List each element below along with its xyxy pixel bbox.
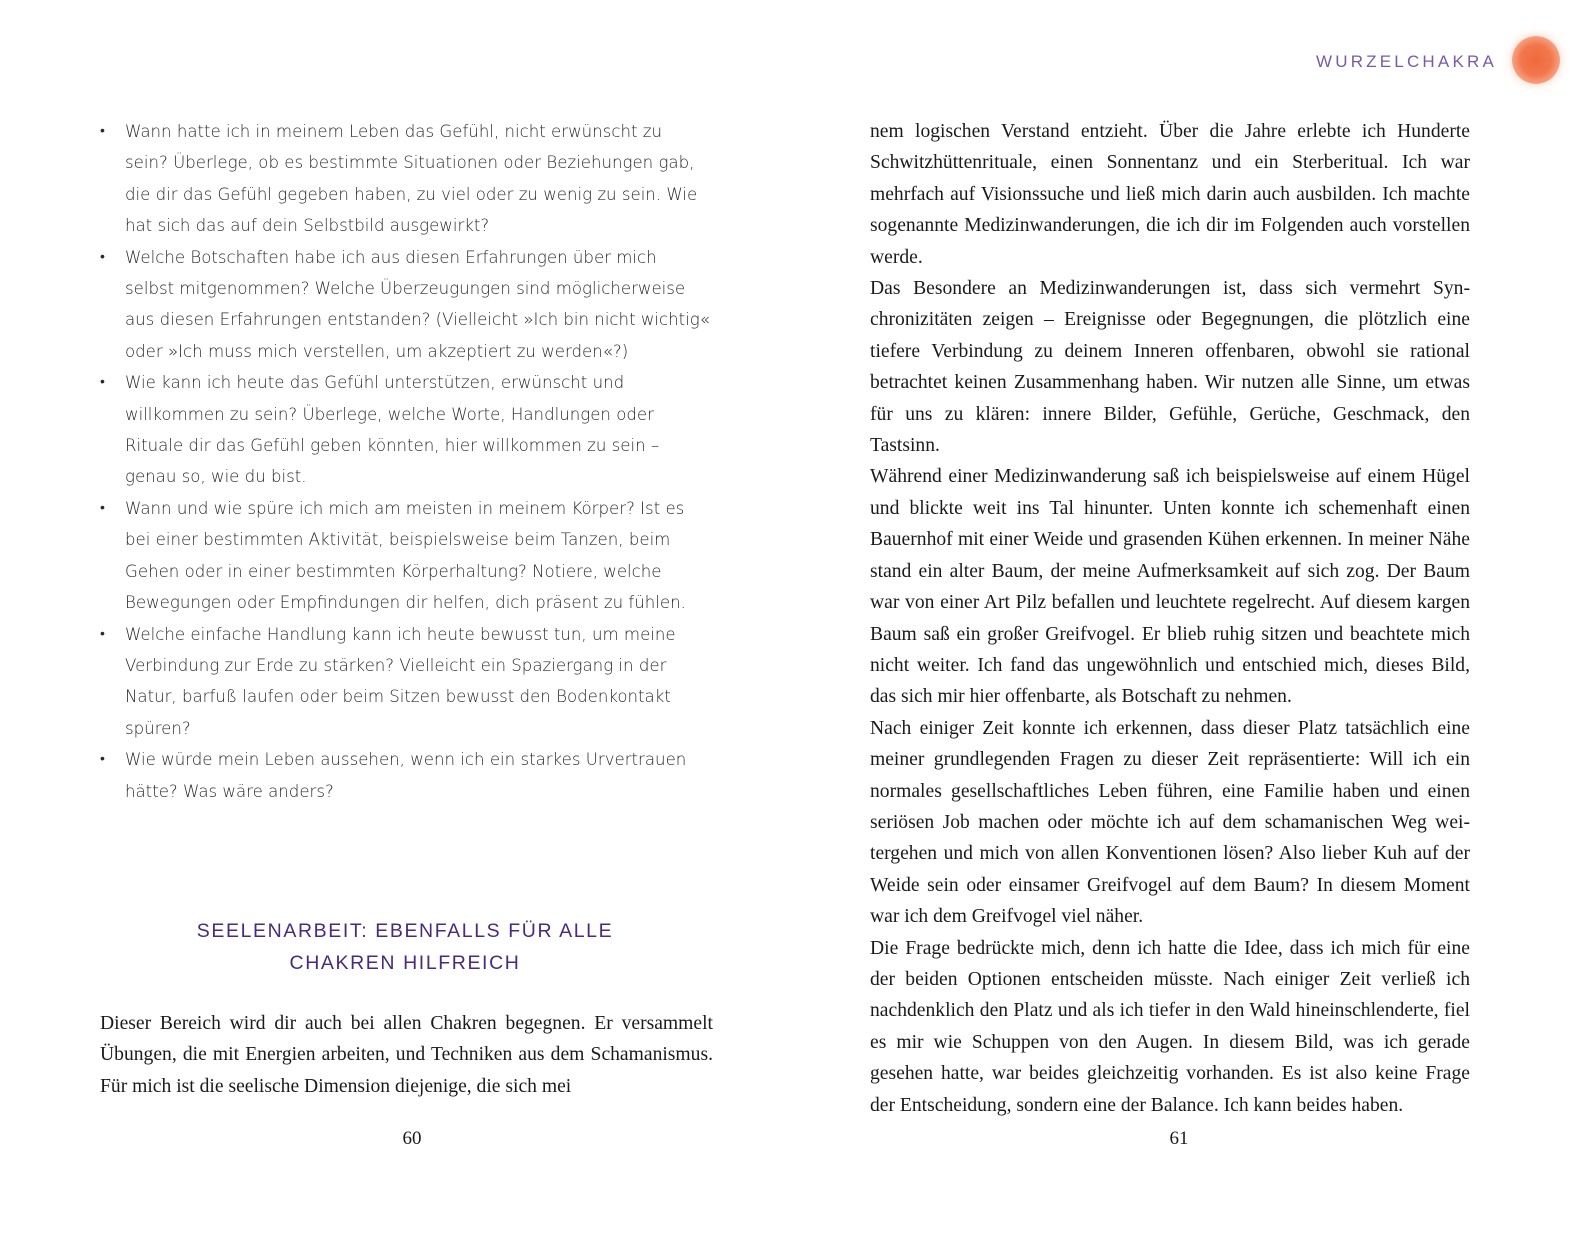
body-text-column	[870, 116, 1470, 1121]
question-text: Wann und wie spüre ich mich am meisten in meinem Körper? Ist es bei einer bestimmten Aktivität, beispielsweise beim Tanzen, beim Gehen oder in einer bestimmten Körperhaltung? Notiere, welche Bewegungen oder Empfindungen dir helfen, dich präsent zu fühlen.	[125, 498, 686, 613]
bullet-icon: •	[100, 499, 105, 516]
body-paragraph: Dieser Bereich wird dir auch bei allen Chakren begegnen. Er versammelt Übungen, die mit Energien arbeiten, und Techniken aus dem Schamanismus. Für mich ist die seelische Dimension diejenige, die sich mei	[100, 1013, 713, 1097]
question-text: Welche einfache Handlung kann ich heute bewusst tun, um meine Verbindung zur Erde zu stärken? Vielleicht ein Spaziergang in der Natur, barfuß laufen oder beim Sitzen bewusst den Bodenkontakt spüren?	[125, 624, 676, 738]
bullet-icon: •	[100, 374, 105, 391]
list-item	[100, 367, 710, 493]
body-paragraph: nem logischen Verstand entzieht. Über die Jahre erlebte ich Hunderte Schwitzhüttenrituale, einen Sonnentanz und ein Sterberitual. Ich war mehrfach auf Visionssuche und ließ mich darin auch ausbilden. Ich machte sogenannte Medizinwanderungen, die ich dir im Folgenden auch vorstellen werde.	[870, 121, 1470, 268]
section-heading-line-1: SEELENARBEIT: EBENFALLS FÜR ALLE	[196, 920, 614, 942]
bullet-icon: •	[100, 751, 105, 768]
body-paragraph: Nach einiger Zeit konnte ich erkennen, dass dieser Platz tatsächlich eine meiner grundlegenden Fragen zu dieser Zeit repräsentierte: Will ich ein normales gesellschaftliches Leben führen, eine Familie haben und einen seriösen Job machen oder möchte ich auf dem schamanischen Weg weitergehen und mich von allen Konventionen lösen? Also lieber Kuh auf der Weide sein oder einsamer Greifvogel auf dem Baum? In diesem Moment war ich dem Greifvogel viel näher.	[870, 717, 1470, 928]
list-item	[100, 116, 710, 242]
question-text: Wann hatte ich in meinem Leben das Gefühl, nicht erwünscht zu sein? Überlege, ob es bestimmte Situationen oder Beziehungen gab, die dir das Gefühl gegeben haben, zu viel oder zu wenig zu sein. Wie hat sich das auf dein Selbstbild ausgewirkt?	[125, 122, 698, 236]
page-number: 61	[1169, 1128, 1189, 1149]
reflection-question-list	[100, 116, 710, 807]
bullet-icon: •	[100, 248, 105, 265]
list-item	[100, 242, 710, 368]
question-text: Welche Botschaften habe ich aus diesen Erfahrungen über mich selbst mitgenommen? Welche Überzeugungen sind möglicherweise aus diesen Erfahrungen entstanden? (Vielleicht »Ich bin nicht wichtig« oder »Ich muss mich verstellen, um akzeptiert zu werden«?)	[125, 247, 710, 361]
chapter-running-header: WURZELCHAKRA	[1315, 52, 1497, 71]
chakra-dot-icon	[1512, 36, 1560, 84]
body-paragraph: Die Frage bedrückte mich, denn ich hatte die Idee, dass ich mich für eine der beiden Optionen entscheiden müsste. Nach einiger Zeit verließ ich nachdenklich den Platz und als ich tiefer in den Wald hineinschlenderte, fiel es mir wie Schuppen von den Augen. In diesem Bild, was ich gerade gesehen hatte, war beides gleichzeitig vorhanden. Es ist also keine Frage der Entscheidung, sondern eine der Balance. Ich kann beides haben.	[870, 937, 1470, 1116]
question-text: Wie würde mein Leben aussehen, wenn ich ein starkes Urvertrauen hätte? Was wäre anders?	[125, 750, 687, 801]
section-heading	[120, 916, 690, 979]
list-item	[100, 619, 710, 745]
right-page	[797, 0, 1594, 1240]
body-paragraph: Das Besondere an Medizinwanderungen ist, dass sich vermehrt Synchronizitäten zeigen – Ereignisse oder Begegnungen, die plötzlich eine tiefere Verbindung zu deinem Inneren offenbaren, obwohl sie rational betrachtet keinen Zusammenhang haben. Wir nutzen alle Sinne, um etwas für uns zu klären: innere Bilder, Gefühle, Gerüche, Geschmack, den Tastsinn.	[870, 278, 1470, 457]
section-heading-line-2: CHAKREN HILFREICH	[289, 951, 521, 974]
bullet-icon: •	[100, 625, 105, 642]
list-item	[100, 744, 710, 807]
question-text: Wie kann ich heute das Gefühl unterstützen, erwünscht und willkommen zu sein? Überlege, welche Worte, Handlungen oder Rituale dir das Gefühl geben könnten, hier willkommen zu sein – genau so, wie du bist.	[125, 373, 660, 487]
page-number: 60	[402, 1128, 422, 1149]
list-item	[100, 493, 710, 619]
body-paragraph: Während einer Medizinwanderung saß ich beispielsweise auf einem Hügel und blickte weit ins Tal hinunter. Unten konnte ich schemenhaft einen Bauernhof mit einer Weide und grasenden Kühen erkennen. In meiner Nähe stand ein alter Baum, der meine Aufmerksamkeit auf sich zog. Der Baum war von einer Art Pilz befallen und leuchtete regelrecht. Auf diesem kargen Baum saß ein großer Greifvogel. Er blieb ruhig sitzen und beachtete mich nicht weiter. Ich fand das ungewöhnlich und entschied mich, dieses Bild, das sich mir hier offenbarte, als Botschaft zu nehmen.	[870, 466, 1470, 708]
bullet-icon: •	[100, 123, 105, 139]
